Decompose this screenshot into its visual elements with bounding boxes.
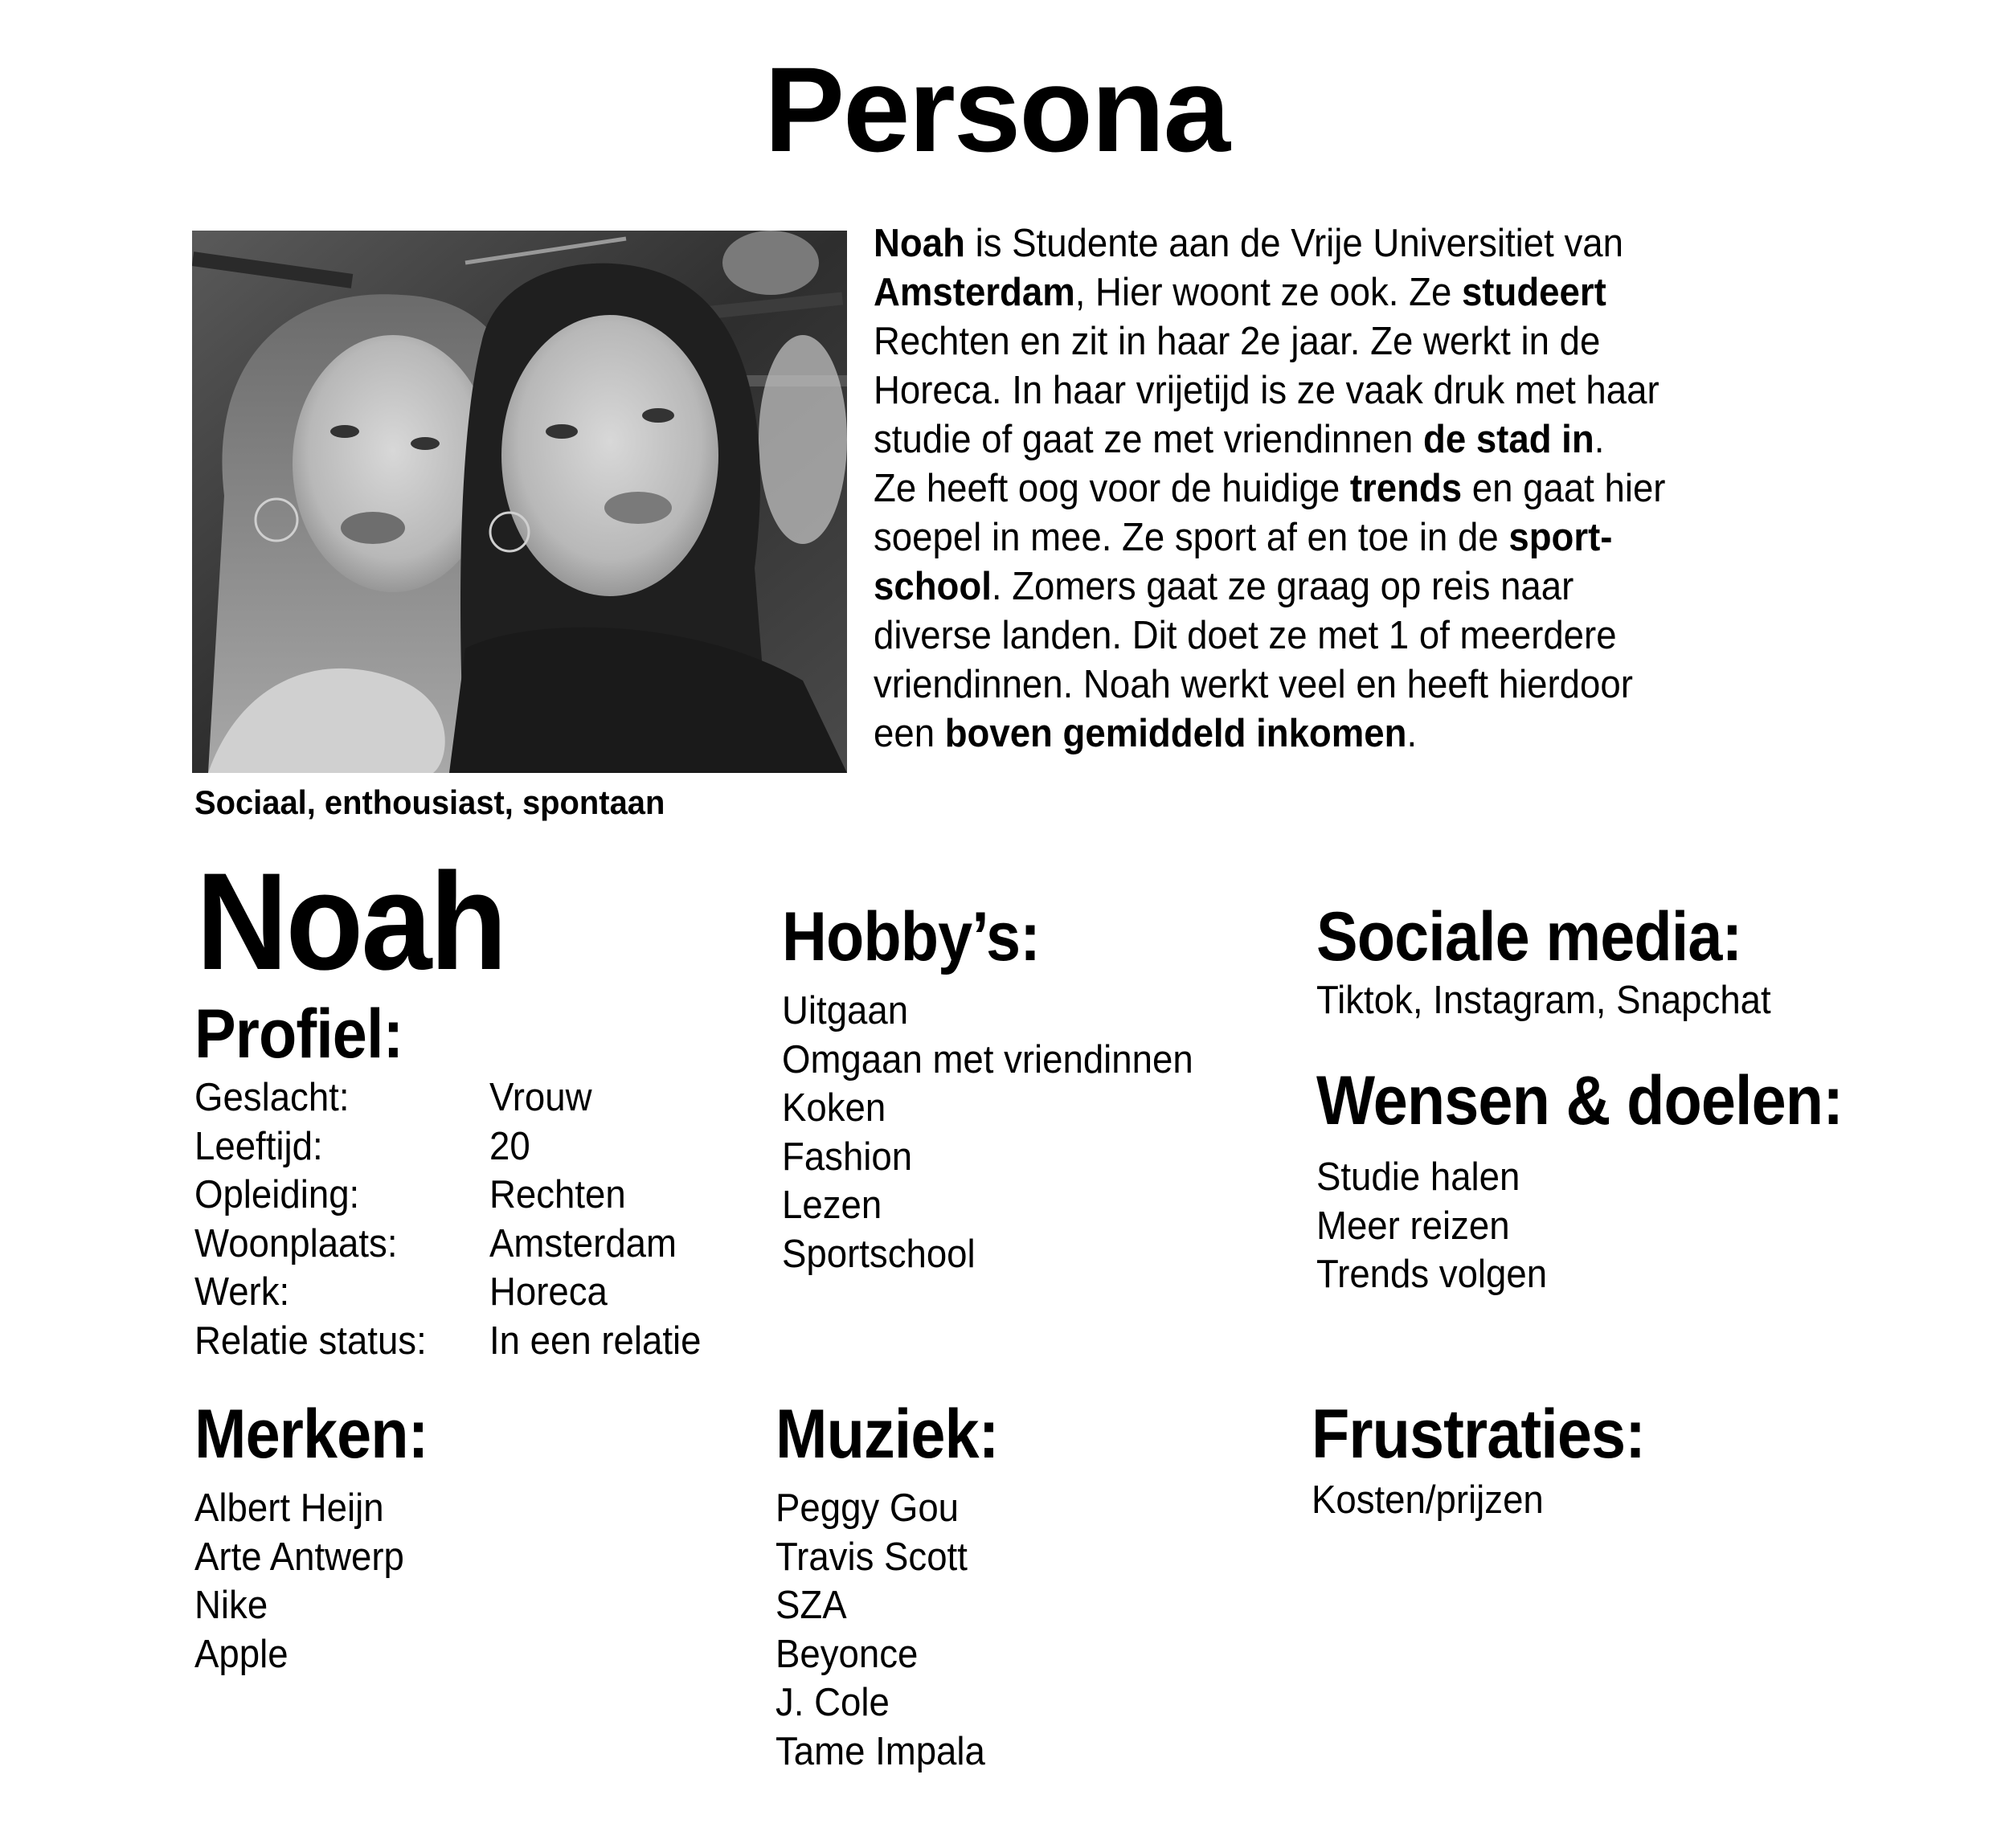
bio-line [874, 219, 1770, 268]
profile-value: In een relatie [489, 1319, 702, 1363]
list-item: Tame Impala [776, 1729, 985, 1773]
bio-line [874, 268, 1770, 317]
profile-value: Amsterdam [489, 1221, 677, 1265]
bio-emphasis: Noah [874, 222, 965, 265]
bio-line [874, 611, 1770, 660]
profile-label: Relatie status: [194, 1319, 427, 1363]
list-item: Meer reizen [1316, 1204, 1510, 1248]
bio-line [874, 366, 1770, 415]
list-item: Tiktok, Instagram, Snapchat [1316, 979, 1771, 1022]
bio-emphasis: trends [1349, 467, 1463, 510]
bio-emphasis: Amsterdam [874, 271, 1075, 314]
music-heading: Muziek: [776, 1396, 999, 1473]
bio-text: . Zomers gaat ze graag op reis naar [991, 565, 1574, 608]
bio-line [874, 464, 1770, 513]
persona-photo [192, 231, 847, 773]
frustrations-heading: Frustraties: [1312, 1396, 1646, 1473]
profile-row [194, 1220, 717, 1269]
social-media-heading: Sociale media: [1316, 898, 1742, 975]
profile-heading: Profiel: [194, 996, 403, 1073]
social-media-list [1316, 976, 1805, 1025]
profile-row [194, 1268, 717, 1317]
persona-name: Noah [196, 844, 505, 999]
list-item: Travis Scott [776, 1535, 968, 1579]
bio-emphasis: de stad in [1422, 418, 1594, 461]
list-item: J. Cole [776, 1681, 890, 1725]
brands-heading: Merken: [194, 1396, 428, 1473]
profile-row [194, 1073, 717, 1122]
bio-paragraph [874, 219, 1838, 758]
list-item: Trends volgen [1316, 1253, 1548, 1297]
bio-text: studie of gaat ze met vriendinnen [874, 418, 1423, 461]
list-item: Omgaan met vriendinnen [782, 1037, 1193, 1081]
list-item: Uitgaan [782, 989, 909, 1032]
frustrations-list [1312, 1476, 1561, 1525]
hobbies-heading: Hobby’s: [782, 898, 1041, 975]
bio-text: . [1406, 712, 1418, 755]
list-item: Nike [194, 1584, 268, 1628]
profile-label: Opleiding: [194, 1173, 360, 1217]
bio-line [874, 415, 1770, 464]
page-title: Persona [764, 42, 1229, 177]
bio-text: , Hier woont ze ook. Ze [1074, 271, 1462, 314]
list-item: Peggy Gou [776, 1486, 960, 1530]
list-item: Arte Antwerp [194, 1535, 404, 1579]
bio-text: diverse landen. Dit doet ze met 1 of meerdere [874, 614, 1617, 657]
bio-text: Horeca. In haar vrijetijd is ze vaak druk met haar [874, 369, 1659, 412]
profile-value: 20 [489, 1124, 530, 1168]
bio-emphasis: studeert [1461, 271, 1606, 314]
bio-text: een [874, 712, 945, 755]
list-item: Apple [194, 1632, 289, 1676]
profile-row [194, 1122, 717, 1171]
bio-text: soepel in mee. Ze sport af en toe in de [874, 516, 1509, 559]
list-item: Lezen [782, 1184, 882, 1228]
bio-emphasis: boven gemiddeld inkomen [944, 712, 1407, 755]
list-item: Fashion [782, 1135, 913, 1179]
bio-emphasis: school [874, 565, 992, 608]
profile-value: Vrouw [489, 1076, 592, 1119]
profile-label: Woonplaats: [194, 1221, 398, 1265]
bio-text: Rechten en zit in haar 2e jaar. Ze werkt in de [874, 320, 1601, 363]
selfie-image [192, 231, 847, 773]
list-item: Koken [782, 1086, 886, 1130]
brands-list [194, 1484, 420, 1678]
list-item: Sportschool [782, 1232, 976, 1276]
bio-text: vriendinnen. Noah werkt veel en heeft hierdoor [874, 663, 1633, 706]
profile-value: Horeca [489, 1270, 608, 1314]
hobbies-list [782, 987, 1224, 1279]
bio-text: en gaat hier [1462, 467, 1666, 510]
photo-caption: Sociaal, enthousiast, spontaan [194, 783, 665, 821]
bio-text: . [1594, 418, 1605, 461]
list-item: Studie halen [1316, 1155, 1520, 1199]
profile-label: Leeftijd: [194, 1124, 323, 1168]
goals-heading: Wensen & doelen: [1316, 1062, 1844, 1139]
list-item: Kosten/prijzen [1312, 1478, 1544, 1522]
profile-value: Rechten [489, 1173, 626, 1217]
profile-row [194, 1171, 717, 1220]
profile-label: Geslacht: [194, 1076, 350, 1119]
profile-table [194, 1073, 717, 1366]
bio-emphasis: sport- [1508, 516, 1613, 559]
list-item: Beyonce [776, 1632, 919, 1676]
goals-list [1316, 1153, 1565, 1299]
bio-text: is Studente aan de Vrije Universitiet van [964, 222, 1623, 265]
bio-line [874, 660, 1770, 709]
bio-line [874, 317, 1770, 366]
music-list [776, 1484, 1001, 1776]
list-item: Albert Heijn [194, 1486, 384, 1530]
profile-row [194, 1317, 717, 1366]
bio-line [874, 562, 1770, 611]
bio-line [874, 709, 1770, 758]
profile-label: Werk: [194, 1270, 290, 1314]
bio-text: Ze heeft oog voor de huidige [874, 467, 1350, 510]
bio-line [874, 513, 1770, 562]
list-item: SZA [776, 1584, 847, 1628]
